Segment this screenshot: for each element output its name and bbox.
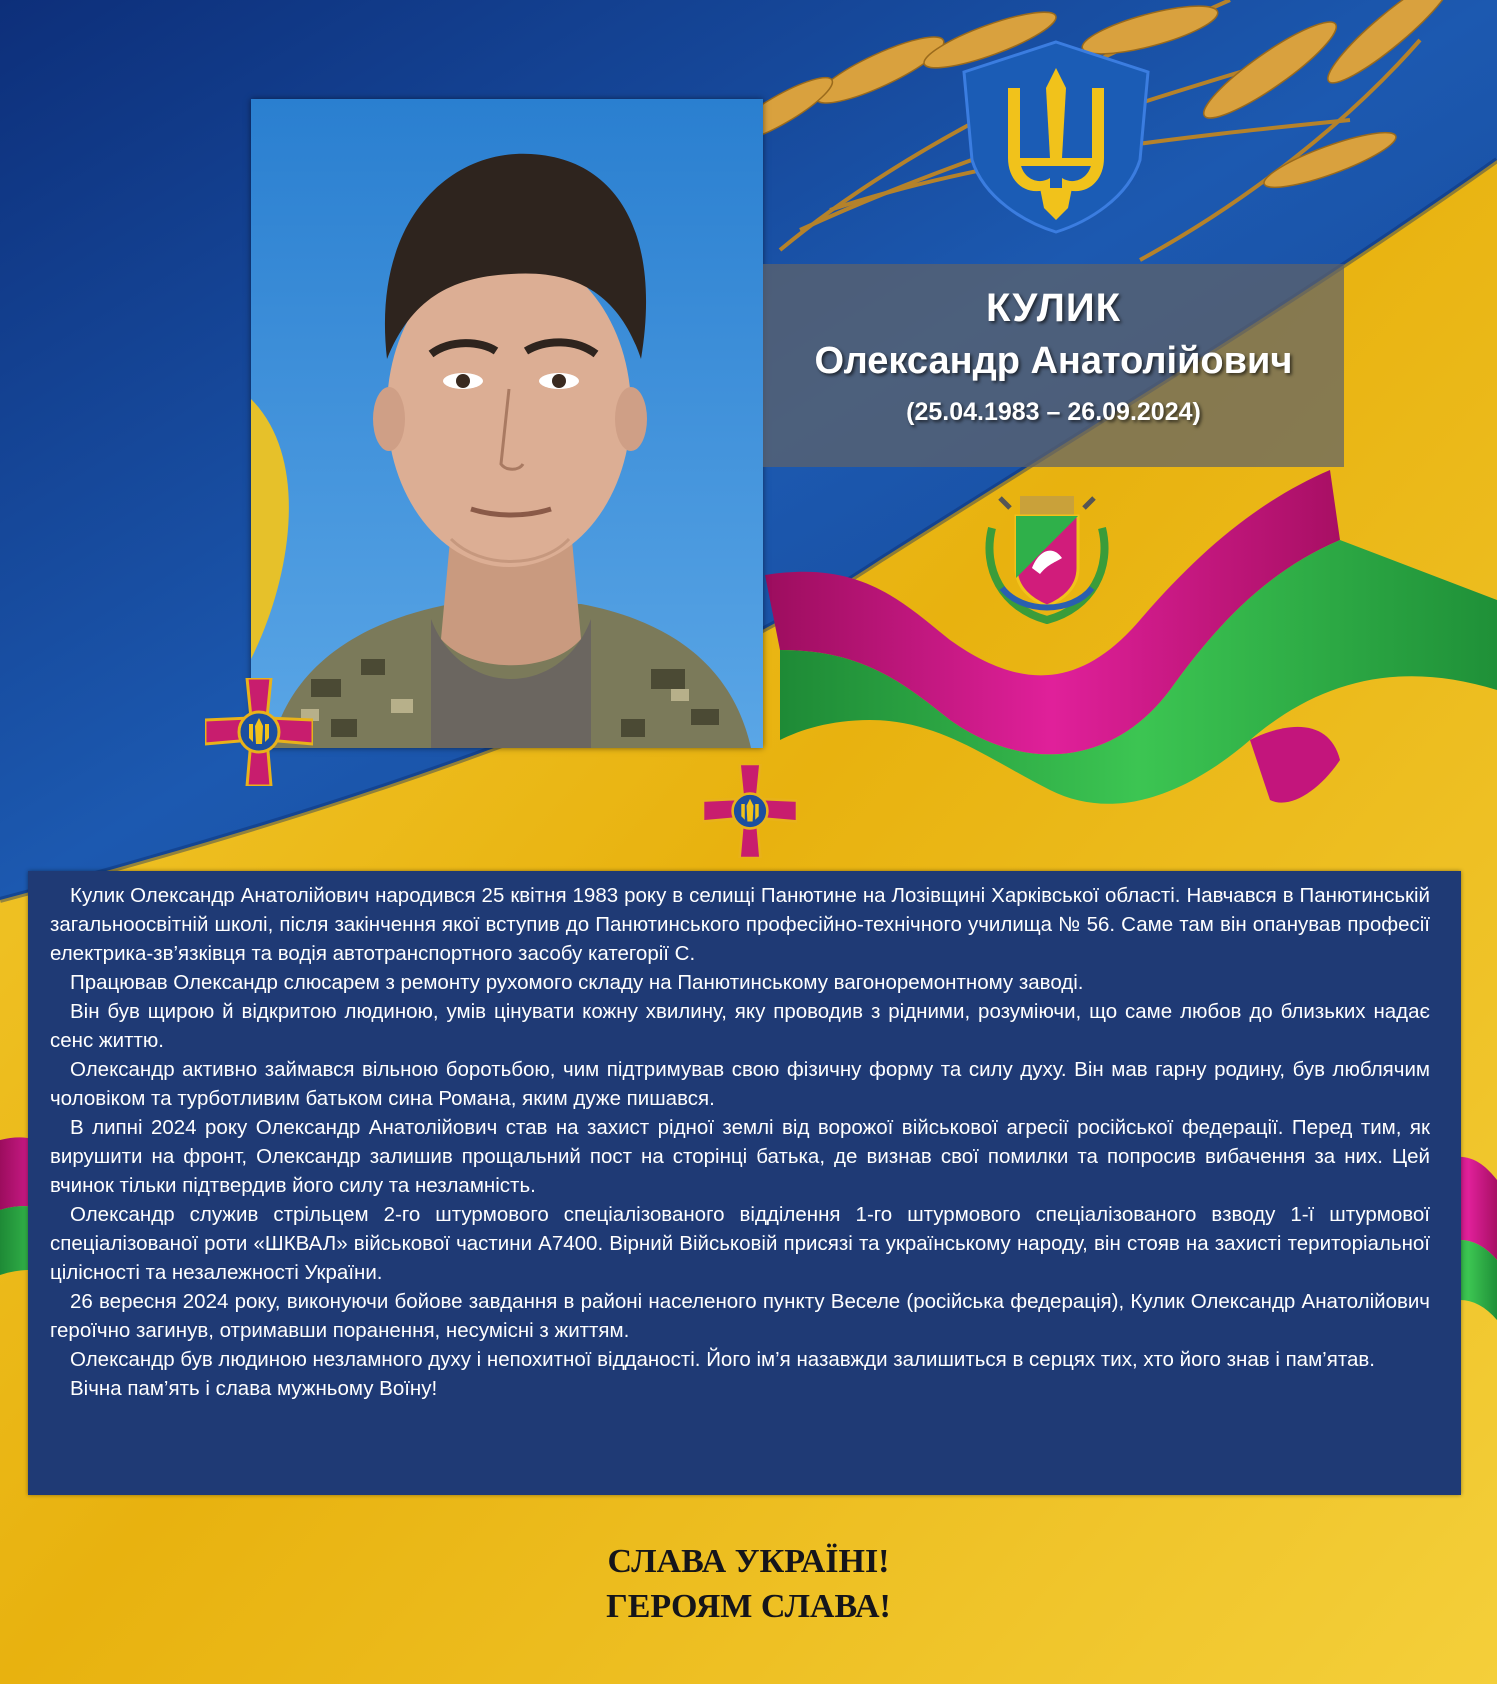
military-cross-icon	[205, 678, 313, 786]
city-coat-of-arms-icon	[982, 488, 1112, 624]
bio-paragraph: Олександр служив стрільцем 2-го штурмового спеціалізованого відділення 1-го штурмового спеціалізованого взводу 1-ї штурмової спеціалізованої роти «ШКВАЛ» військової частини А7400. Вірний Військовій присязі та українському народу, він стояв на захисті територіальної цілісності та незалежності України.	[50, 1203, 1430, 1284]
bio-paragraph: Працював Олександр слюсарем з ремонту рухомого складу на Панютинському вагоноремонтному заводі.	[70, 971, 1084, 994]
military-cross-icon	[703, 764, 797, 858]
bio-paragraph: В липні 2024 року Олександр Анатолійович став на захист рідної землі від ворожої військової агресії російської федерації. Перед тим, як вирушити на фронт, Олександр залишив прощальний пост на сторінці батька, де визнав свої помилки та попросив вибачення за них. Цей вчинок тільки підтвердив його силу та незламність.	[50, 1116, 1430, 1197]
name-plate	[763, 264, 1344, 467]
portrait-photo	[251, 99, 763, 748]
trident-shield-icon	[958, 38, 1154, 236]
biography-text	[50, 881, 1430, 1403]
full-name: Олександр Анатолійович	[814, 340, 1293, 382]
biography-panel	[28, 871, 1461, 1495]
bio-paragraph: Олександр активно займався вільною боротьбою, чим підтримував свою фізичну форму та силу духу. Він мав гарну родину, був люблячим чоловіком та турботливим батьком сина Романа, яким дуже пишався.	[50, 1058, 1430, 1110]
bio-paragraph: Олександр був людиною незламного духу і непохитної відданості. Його ім’я назавжди залишиться в серцях тих, хто його знав і пам’ятав.	[70, 1348, 1375, 1371]
slogan-line-2: ГЕРОЯМ СЛАВА!	[606, 1588, 891, 1625]
bio-paragraph: Вічна пам’ять і слава мужньому Воїну!	[70, 1377, 438, 1400]
bio-paragraph: 26 вересня 2024 року, виконуючи бойове завдання в районі населеного пункту Веселе (російська федерація), Кулик Олександр Анатолійович героїчно загинув, отримавши поранення, несумісні з життям.	[50, 1290, 1430, 1342]
surname: КУЛИК	[986, 286, 1121, 330]
bio-paragraph: Кулик Олександр Анатолійович народився 25 квітня 1983 року в селищі Панютине на Лозівщині Харківської області. Навчався в Панютинській загальноосвітній школі, після закінчення якої вступив до Панютинського професійно-технічного училища № 56. Саме там він опанував професії електрика-зв’язківця та водія автотранспортного засобу категорії С.	[50, 884, 1430, 965]
bio-paragraph: Він був щирою й відкритою людиною, умів цінувати кожну хвилину, яку проводив з рідними, розуміючи, що саме любов до близьких надає сенс життю.	[50, 1000, 1430, 1052]
slogan-line-1: СЛАВА УКРАЇНІ!	[607, 1543, 890, 1580]
life-dates: (25.04.1983 – 26.09.2024)	[906, 398, 1201, 426]
